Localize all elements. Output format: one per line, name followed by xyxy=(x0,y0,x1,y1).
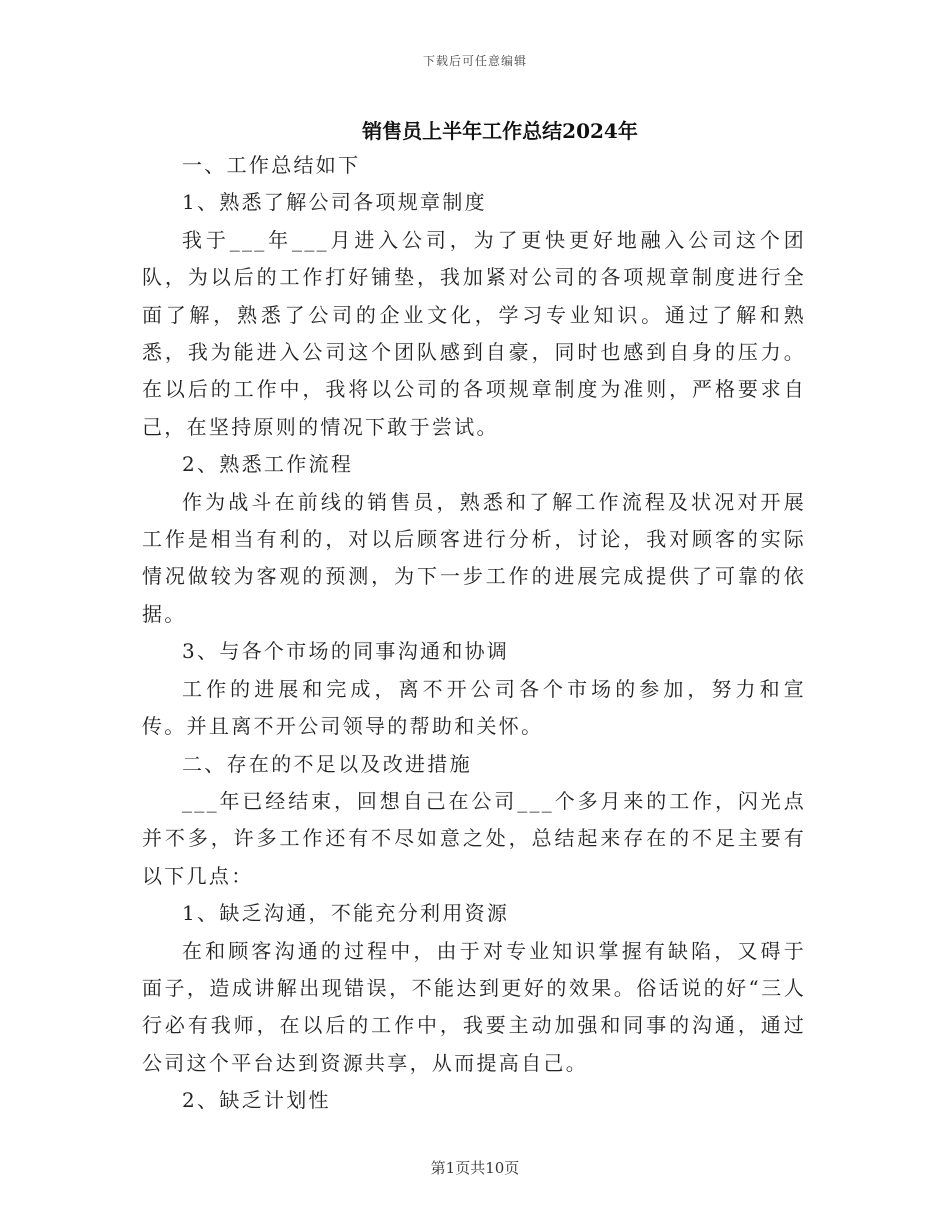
subheading-workflow: 2、熟悉工作流程 xyxy=(182,452,354,477)
subheading-planning: 2、缺乏计划性 xyxy=(182,1088,331,1113)
document-body xyxy=(142,147,806,1120)
header-note: 下载后可任意编辑 xyxy=(422,54,527,68)
paragraph-shortcomings-intro: ___年已经结束，回想自己在公司___个多月来的工作，闪光点并不多，许多工作还有不尽如意之处，总结起来存在的不足主要有以下几点： xyxy=(142,788,806,888)
document-title: 销售员上半年工作总结2024年 xyxy=(362,119,638,143)
subheading-coordination: 3、与各个市场的同事沟通和协调 xyxy=(182,639,510,664)
section-heading-work-summary: 一、工作总结如下 xyxy=(182,153,361,177)
paragraph-workflow: 作为战斗在前线的销售员，熟悉和了解工作流程及状况对开展工作是相当有利的，对以后顾客进行分析，讨论，我对顾客的实际情况做较为客观的预测，为下一步工作的进展完成提供了可靠的依据。 xyxy=(142,489,806,626)
page-number: 第1页共10页 xyxy=(430,1159,520,1177)
paragraph-regulations: 我于___年___月进入公司，为了更快更好地融入公司这个团队，为以后的工作打好铺垫，我加紧对公司的各项规章制度进行全面了解，熟悉了公司的企业文化，学习专业知识。通过了解和熟悉，我为能进入公司这个团队感到自豪，同时也感到自身的压力。在以后的工作中，我将以公司的各项规章制度为准则，严格要求自己，在坚持原则的情况下敢于尝试。 xyxy=(142,227,806,439)
subheading-regulations: 1、熟悉了解公司各项规章制度 xyxy=(182,190,487,215)
section-heading-shortcomings: 二、存在的不足以及改进措施 xyxy=(182,751,472,776)
paragraph-coordination: 工作的进展和完成，离不开公司各个市场的参加，努力和宣传。并且离不开公司领导的帮助和关怀。 xyxy=(142,676,806,739)
paragraph-communication: 在和顾客沟通的过程中，由于对专业知识掌握有缺陷，又碍于面子，造成讲解出现错误，不能达到更好的效果。俗话说的好“三人行必有我师，在以后的工作中，我要主动加强和同事的沟通，通过公司这个平台达到资源共享，从而提高自己。 xyxy=(142,938,806,1075)
subheading-communication: 1、缺乏沟通，不能充分利用资源 xyxy=(182,901,510,926)
